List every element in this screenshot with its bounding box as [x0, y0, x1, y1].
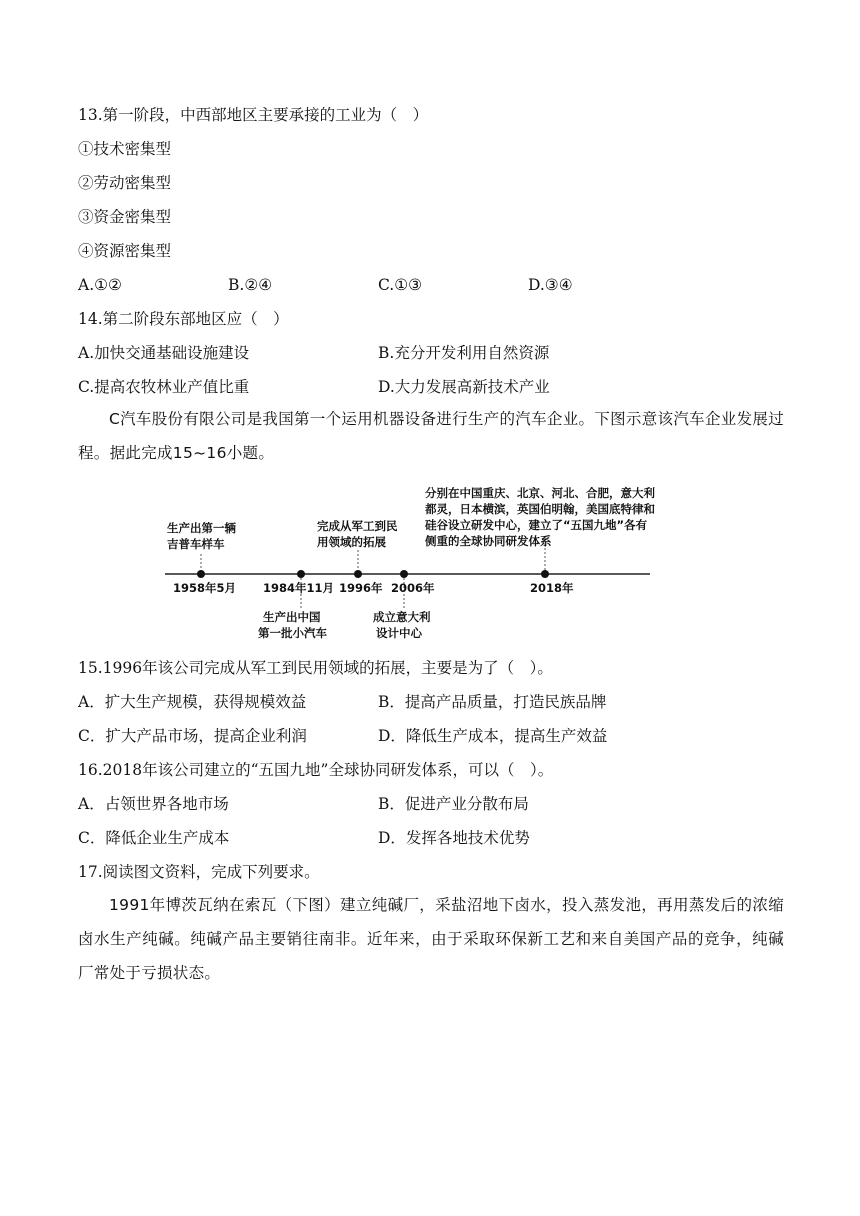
q16-option-a: A．占领世界各地市场	[78, 795, 229, 813]
q13-item-4: ④资源密集型	[78, 242, 172, 260]
event-1984-line-2: 第一批小汽车	[258, 626, 327, 640]
event-2018-line-3: 硅谷设立研发中心，建立了“五国九地”各有	[425, 518, 648, 532]
company-timeline-diagram	[155, 478, 665, 646]
date-1984: 1984年11月	[263, 581, 335, 595]
date-2018: 2018年	[530, 581, 574, 595]
q17-stem: 17.阅读图文资料，完成下列要求。	[78, 863, 320, 881]
q14-option-a: A.加快交通基础设施建设	[78, 344, 250, 362]
point-1958	[197, 570, 205, 578]
event-2006-line-2: 设计中心	[376, 626, 422, 640]
intro-paragraph: C汽车股份有限公司是我国第一个运用机器设备进行生产的汽车企业。下图示意该汽车企业发展过程。据此完成15~16小题。	[78, 410, 784, 462]
event-1984-line-1: 生产出中国	[263, 610, 321, 624]
event-1958-line-1: 生产出第一辆	[167, 521, 236, 535]
event-2018-line-2: 都灵，日本横滨，英国伯明翰，美国底特律和	[425, 502, 655, 516]
q15-option-c: C．扩大产品市场，提高企业利润	[78, 727, 307, 745]
q14-option-d: D.大力发展高新技术产业	[378, 378, 550, 396]
q15-option-a: A．扩大生产规模，获得规模效益	[78, 693, 307, 711]
q15-option-d: D．降低生产成本，提高生产效益	[378, 727, 608, 745]
q13-option-a: A.①②	[78, 276, 122, 294]
event-2006-line-1: 成立意大利	[373, 610, 431, 624]
q13-option-d: D.③④	[528, 276, 573, 294]
date-1996: 1996年	[339, 581, 383, 595]
point-2006	[400, 570, 408, 578]
q14-option-b: B.充分开发利用自然资源	[378, 344, 550, 362]
q13-stem: 13.第一阶段，中西部地区主要承接的工业为（ ）	[78, 106, 429, 124]
q13-option-c: C.①③	[378, 276, 423, 294]
q14-stem: 14.第二阶段东部地区应（ ）	[78, 310, 289, 328]
q13-item-3: ③资金密集型	[78, 208, 172, 226]
event-1996-line-2: 用领域的拓展	[317, 535, 386, 549]
point-2018	[541, 570, 549, 578]
q13-item-2: ②劳动密集型	[78, 174, 172, 192]
event-2018-line-4: 侧重的全球协同研发体系	[425, 534, 552, 548]
q16-option-b: B．促进产业分散布局	[378, 795, 529, 813]
event-1996-line-1: 完成从军工到民	[317, 519, 398, 533]
date-2006: 2006年	[391, 581, 435, 595]
point-1984	[297, 570, 305, 578]
q15-option-b: B．提高产品质量，打造民族品牌	[378, 693, 607, 711]
q15-stem: 15.1996年该公司完成从军工到民用领域的拓展，主要是为了（ ）。	[78, 659, 553, 677]
event-1958-line-2: 吉普车样车	[167, 537, 225, 551]
q17-paragraph: 1991年博茨瓦纳在索瓦（下图）建立纯碱厂，采盐沼地下卤水，投入蒸发池，再用蒸发后的浓缩卤水生产纯碱。纯碱产品主要销往南非。近年来，由于采取环保新工艺和来自美国产品的竞争，纯碱厂常处于亏损状态。	[78, 896, 784, 982]
q13-item-1: ①技术密集型	[78, 140, 172, 158]
q14-option-c: C.提高农牧林业产值比重	[78, 378, 250, 396]
point-1996	[354, 570, 362, 578]
date-1958: 1958年5月	[173, 581, 237, 595]
q16-stem: 16.2018年该公司建立的“五国九地”全球协同研发体系，可以（ ）。	[78, 761, 554, 779]
q16-option-d: D．发挥各地技术优势	[378, 829, 530, 847]
event-2018-line-1: 分别在中国重庆、北京、河北、合肥，意大利	[425, 486, 655, 500]
q13-option-b: B.②④	[228, 276, 273, 294]
q16-option-c: C．降低企业生产成本	[78, 829, 230, 847]
